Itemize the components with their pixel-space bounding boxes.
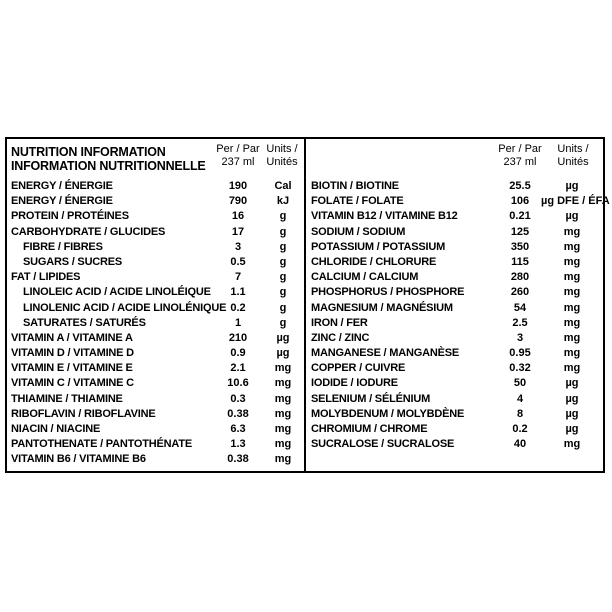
nutrient-value: 0.5 [230, 255, 246, 268]
nutrient-value: 40 [513, 438, 527, 451]
per-header-line1: Per / Par [498, 143, 542, 155]
per-header-line2: 237 ml [503, 156, 537, 168]
nutrient-name: POTASSIUM / POTASSIUM [311, 240, 446, 253]
left-nutrient-list [11, 179, 301, 468]
nutrient-value: 8 [516, 407, 524, 420]
nutrient-unit: mg [563, 362, 581, 375]
nutrient-name: ENERGY / ÉNERGIE [11, 195, 113, 208]
nutrient-name: SATURATES / SATURÉS [23, 316, 146, 329]
column-divider [304, 139, 306, 471]
title-english: NUTRITION INFORMATION [11, 145, 166, 159]
nutrient-row [311, 346, 603, 361]
nutrient-row [11, 361, 301, 376]
nutrient-value: 2.5 [512, 316, 528, 329]
nutrient-unit: mg [563, 286, 581, 299]
units-header-line2: Unités [557, 156, 589, 168]
nutrient-row [311, 361, 603, 376]
nutrient-unit: µg [276, 331, 290, 344]
per-serving-header [497, 143, 543, 169]
nutrient-name: VITAMIN E / VITAMINE E [11, 362, 133, 375]
units-header-line1: Units / [557, 143, 589, 155]
nutrient-name: PANTOTHENATE / PANTOTHÉNATE [11, 438, 192, 451]
nutrient-row [11, 452, 301, 467]
nutrient-name: SUGARS / SUCRES [23, 255, 123, 268]
nutrient-unit: mg [563, 225, 581, 238]
nutrient-unit: Cal [274, 180, 292, 192]
nutrient-unit: g [279, 210, 287, 223]
nutrient-row [11, 270, 301, 285]
units-header-line2: Unités [266, 156, 298, 168]
nutrient-name: SUCRALOSE / SUCRALOSE [311, 438, 455, 451]
nutrient-row [11, 179, 301, 194]
nutrient-value: 350 [510, 240, 530, 253]
nutrient-unit: mg [563, 347, 581, 360]
nutrient-value: 10.6 [227, 377, 249, 390]
nutrient-row [11, 194, 301, 209]
nutrient-unit: mg [563, 331, 581, 344]
nutrient-value: 0.95 [509, 347, 531, 360]
nutrient-row [311, 331, 603, 346]
left-header [11, 139, 301, 179]
nutrient-row [11, 209, 301, 224]
nutrient-row [11, 225, 301, 240]
nutrient-value: 115 [511, 255, 529, 268]
nutrient-unit: mg [274, 438, 292, 451]
nutrient-row [311, 437, 603, 452]
nutrient-row [311, 301, 603, 316]
nutrient-value: 0.2 [512, 423, 528, 435]
right-column [311, 139, 610, 452]
nutrient-row [11, 255, 301, 270]
nutrient-value: 0.9 [230, 347, 246, 360]
nutrient-name: PHOSPHORUS / PHOSPHORE [311, 286, 465, 299]
right-nutrient-list [311, 179, 610, 452]
nutrient-value: 1.3 [230, 438, 246, 451]
nutrient-unit: g [279, 255, 287, 268]
nutrient-row [11, 422, 301, 437]
nutrient-unit: kJ [276, 195, 290, 208]
nutrient-value: 790 [228, 195, 248, 208]
nutrient-unit: mg [274, 423, 292, 435]
nutrient-value: 1.1 [230, 286, 246, 299]
nutrient-unit: µg [565, 392, 579, 405]
nutrient-name: VITAMIN A / VITAMINE A [11, 331, 133, 344]
nutrient-unit: µg DFE / ÉFA [541, 195, 610, 208]
nutrient-unit: µg [565, 210, 579, 223]
nutrient-value: 25.5 [509, 180, 531, 192]
nutrient-value: 260 [510, 286, 530, 299]
nutrient-row [311, 376, 603, 391]
nutrient-row [311, 179, 603, 194]
nutrient-value: 0.38 [227, 453, 249, 466]
nutrient-value: 0.3 [230, 392, 246, 405]
nutrient-value: 4 [516, 392, 524, 405]
per-serving-header [215, 143, 261, 169]
nutrient-row [11, 301, 301, 316]
nutrient-row [11, 240, 301, 255]
nutrient-name: IRON / FER [311, 316, 368, 329]
nutrient-row [11, 437, 301, 452]
nutrient-unit: mg [563, 240, 581, 253]
units-header-line1: Units / [266, 143, 298, 155]
left-column [11, 139, 301, 468]
nutrient-value: 0.2 [230, 301, 246, 314]
nutrient-value: 125 [510, 225, 530, 238]
nutrient-row [311, 270, 603, 285]
nutrient-value: 50 [513, 377, 527, 390]
per-header-line1: Per / Par [216, 143, 260, 155]
nutrient-name: NIACIN / NIACINE [11, 423, 101, 435]
nutrient-row [11, 376, 301, 391]
nutrient-name: CALCIUM / CALCIUM [311, 271, 419, 284]
nutrient-unit: mg [274, 362, 292, 375]
nutrient-name: LINOLENIC ACID / ACIDE LINOLÉNIQUE [23, 301, 227, 314]
nutrient-row [311, 392, 603, 407]
nutrient-value: 3 [516, 331, 524, 344]
nutrient-value: 54 [513, 301, 527, 314]
nutrient-unit: g [279, 225, 287, 238]
nutrient-row [11, 331, 301, 346]
per-header-line2: 237 ml [221, 156, 255, 168]
table-title [11, 145, 206, 173]
nutrient-name: SODIUM / SODIUM [311, 225, 406, 238]
nutrient-unit: g [279, 240, 287, 253]
nutrient-unit: g [279, 316, 287, 329]
nutrient-unit: mg [563, 316, 581, 329]
nutrient-unit: mg [563, 255, 581, 268]
nutrient-unit: µg [565, 180, 579, 192]
nutrient-value: 7 [234, 271, 242, 284]
nutrient-value: 17 [231, 225, 245, 238]
right-header [311, 139, 603, 179]
nutrient-name: CHROMIUM / CHROME [311, 423, 428, 435]
nutrient-name: FIBRE / FIBRES [23, 240, 103, 253]
nutrient-value: 1 [234, 316, 242, 329]
nutrient-row [311, 194, 610, 209]
nutrient-row [11, 285, 301, 300]
nutrient-name: MAGNESIUM / MAGNÉSIUM [311, 301, 453, 314]
nutrient-row [311, 285, 603, 300]
nutrient-name: VITAMIN D / VITAMINE D [11, 347, 134, 360]
nutrient-name: CHLORIDE / CHLORURE [311, 255, 437, 268]
nutrient-name: ENERGY / ÉNERGIE [11, 180, 113, 192]
nutrient-unit: mg [274, 453, 292, 466]
nutrient-unit: g [279, 301, 287, 314]
nutrient-row [311, 422, 603, 437]
nutrient-name: FAT / LIPIDES [11, 271, 81, 284]
nutrient-name: MANGANESE / MANGANÈSE [311, 347, 459, 360]
nutrient-unit: mg [563, 438, 581, 451]
nutrient-name: VITAMIN B6 / VITAMINE B6 [11, 453, 146, 466]
nutrient-name: SELENIUM / SÉLÉNIUM [311, 392, 431, 405]
nutrient-row [11, 392, 301, 407]
nutrient-name: BIOTIN / BIOTINE [311, 180, 399, 192]
nutrient-value: 2.1 [230, 362, 246, 375]
nutrient-name: LINOLEIC ACID / ACIDE LINOLÉIQUE [23, 286, 211, 299]
nutrient-name: FOLATE / FOLATE [311, 195, 404, 208]
nutrient-row [311, 225, 603, 240]
nutrient-name: ZINC / ZINC [311, 331, 370, 344]
nutrient-row [311, 407, 603, 422]
units-header [547, 143, 599, 169]
nutrient-name: CARBOHYDRATE / GLUCIDES [11, 225, 166, 238]
nutrient-unit: µg [565, 407, 579, 420]
nutrient-row [11, 407, 301, 422]
nutrient-value: 210 [228, 331, 248, 344]
nutrient-row [311, 240, 603, 255]
nutrient-value: 0.21 [509, 210, 531, 223]
nutrient-unit: mg [274, 377, 292, 390]
nutrient-name: PROTEIN / PROTÉINES [11, 210, 129, 223]
nutrient-name: MOLYBDENUM / MOLYBDÈNE [311, 407, 465, 420]
nutrient-unit: mg [563, 301, 581, 314]
nutrient-unit: g [279, 286, 287, 299]
nutrient-value: 0.38 [227, 407, 249, 420]
nutrient-row [311, 255, 603, 270]
nutrient-name: RIBOFLAVIN / RIBOFLAVINE [11, 407, 156, 420]
nutrient-unit: µg [565, 377, 579, 390]
nutrient-value: 0.32 [509, 362, 531, 375]
nutrient-row [11, 316, 301, 331]
nutrient-unit: g [279, 271, 287, 284]
nutrient-name: COPPER / CUIVRE [311, 362, 406, 375]
nutrient-value: 16 [231, 210, 245, 223]
nutrient-row [311, 316, 603, 331]
nutrient-name: VITAMIN C / VITAMINE C [11, 377, 134, 390]
nutrient-unit: mg [274, 392, 292, 405]
units-header [261, 143, 303, 169]
nutrient-name: VITAMIN B12 / VITAMINE B12 [311, 210, 458, 223]
nutrient-name: IODIDE / IODURE [311, 377, 398, 390]
nutrition-facts-panel [5, 137, 610, 473]
nutrient-value: 190 [228, 180, 248, 192]
nutrient-unit: mg [274, 407, 292, 420]
nutrient-value: 6.3 [230, 423, 246, 435]
nutrient-value: 106 [510, 195, 530, 208]
nutrient-row [311, 209, 603, 224]
nutrient-unit: µg [276, 347, 290, 360]
nutrient-name: THIAMINE / THIAMINE [11, 392, 123, 405]
nutrient-unit: µg [565, 423, 579, 435]
nutrient-unit: mg [563, 271, 581, 284]
title-french: INFORMATION NUTRITIONNELLE [11, 159, 206, 173]
nutrient-value: 3 [234, 240, 242, 253]
nutrient-value: 280 [510, 271, 530, 284]
nutrient-row [11, 346, 301, 361]
